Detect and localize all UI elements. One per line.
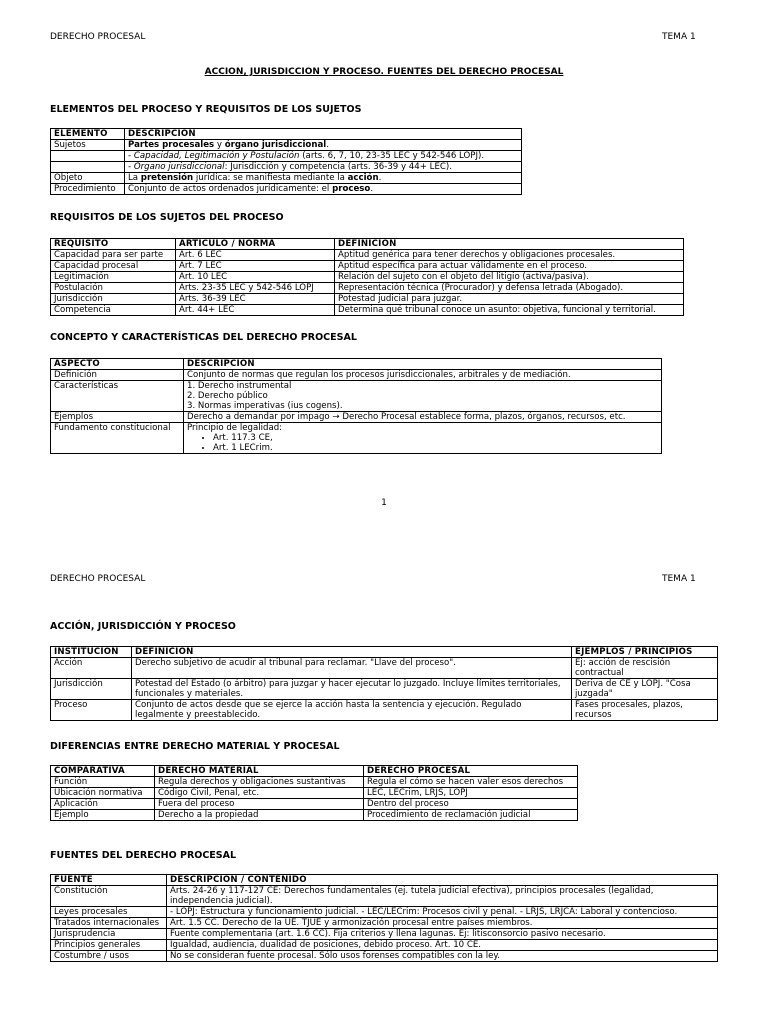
table-row: Jurisprudencia Fuente complementaria (art. 1.6 CC). Fija criterios y llena lagunas. Ej: litisconsorcio pasivo necesario.	[51, 929, 718, 940]
row-label: Procedimiento	[51, 184, 125, 195]
table-row: Leyes procesales - LOPJ: Estructura y funcionamiento judicial. - LEC/LECrim: Procesos civil y penal. - LRJS, LRJCA: Laboral y contencioso.	[51, 907, 718, 918]
column-header: ARTÍCULO / NORMA	[176, 239, 335, 250]
table-row: Postulación Arts. 23-35 LEC y 542-546 LOPJ Representación técnica (Procurador) y defensa letrada (Abogado).	[51, 283, 684, 294]
column-header: ASPECTO	[51, 359, 184, 370]
column-header: DEFINICIÓN	[132, 647, 572, 658]
section-title-fuentes: FUENTES DEL DERECHO PROCESAL	[50, 850, 237, 861]
page-header-left: DERECHO PROCESAL	[50, 32, 146, 42]
diferencias-table	[50, 765, 578, 821]
column-header: DERECHO MATERIAL	[155, 766, 364, 777]
table-header-row	[51, 875, 718, 886]
column-header: DESCRIPCIÓN / CONTENIDO	[167, 875, 718, 886]
row-label: Objeto	[51, 173, 125, 184]
concepto-table	[50, 358, 662, 454]
column-header: DESCRIPCIÓN	[184, 359, 662, 370]
table-row	[51, 162, 522, 173]
row-description: La pretensión jurídica: se manifiesta mediante la acción.	[125, 173, 522, 184]
table-header-row	[51, 129, 522, 140]
fuentes-table	[50, 874, 718, 962]
table-row: Ejemplo Derecho a la propiedad Procedimiento de reclamación judicial	[51, 810, 578, 821]
row-description: - Capacidad, Legitimación y Postulación (arts. 6, 7, 10, 23-35 LEC y 542-546 LOPJ).	[125, 151, 522, 162]
table-row: Competencia Art. 44+ LEC Determina qué tribunal conoce un asunto: objetiva, funcional y territorial.	[51, 305, 684, 316]
table-header-row	[51, 766, 578, 777]
table-row: Jurisdicción Potestad del Estado (o árbitro) para juzgar y hacer ejecutar lo juzgado. Incluye límites territoriales, funcionales y materiales. Deriva de CE y LOPJ. "Cosa juzgada"	[51, 679, 718, 700]
section-title-concepto: CONCEPTO Y CARACTERÍSTICAS DEL DERECHO PROCESAL	[50, 332, 357, 343]
column-header: INSTITUCIÓN	[51, 647, 132, 658]
section-title-diferencias: DIFERENCIAS ENTRE DERECHO MATERIAL Y PROCESAL	[50, 741, 340, 752]
row-description: Partes procesales y órgano jurisdiccional.	[125, 140, 522, 151]
table-row: Acción Derecho subjetivo de acudir al tribunal para reclamar. "Llave del proceso". Ej: acción de rescisión contractual	[51, 658, 718, 679]
table-row: Proceso Conjunto de actos desde que se ejerce la acción hasta la sentencia y ejecución. Regulado legalmente y preestablecido. Fases procesales, plazos, recursos	[51, 700, 718, 721]
list-item: • Art. 117.3 CE,	[213, 433, 658, 443]
section-title-accion: ACCIÓN, JURISDICCIÓN Y PROCESO	[50, 621, 236, 632]
table-row: Función Regula derechos y obligaciones sustantivas Regula el cómo se hacen valer esos derechos	[51, 777, 578, 788]
table-row: Definición Conjunto de normas que regulan los procesos jurisdiccionales, arbitrales y de mediación.	[51, 370, 662, 381]
list-item: 3. Normas imperativas (ius cogens).	[187, 401, 343, 411]
column-header: DERECHO PROCESAL	[364, 766, 578, 777]
table-row: Aplicación Fuera del proceso Dentro del proceso	[51, 799, 578, 810]
column-header: DEFINICIÓN	[335, 239, 684, 250]
elementos-table	[50, 128, 522, 195]
document-title: ACCION, JURISDICCION Y PROCESO. FUENTES DEL DERECHO PROCESAL	[204, 67, 564, 77]
list-item: 1. Derecho instrumental	[187, 381, 292, 391]
table-header-row	[51, 359, 662, 370]
row-label: Sujetos	[51, 140, 125, 151]
table-row	[51, 140, 522, 151]
page-header-left: DERECHO PROCESAL	[50, 574, 146, 584]
page-header-right: TEMA 1	[662, 574, 696, 584]
bullet-list	[187, 433, 658, 453]
table-row: Costumbre / usos No se consideran fuente procesal. Sólo usos forenses compatibles con la ley.	[51, 951, 718, 962]
table-row: Ejemplos Derecho a demandar por impago → Derecho Procesal establece forma, plazos, órganos, recursos, etc.	[51, 412, 662, 423]
column-header: REQUISITO	[51, 239, 176, 250]
table-header-row	[51, 647, 718, 658]
table-row: Ubicación normativa Código Civil, Penal, etc. LEC, LECrim, LRJS, LOPJ	[51, 788, 578, 799]
page-number: 1	[381, 498, 387, 508]
column-header: EJEMPLOS / PRINCIPIOS	[572, 647, 718, 658]
requisitos-table	[50, 238, 684, 316]
table-row: Características 1. Derecho instrumental 2. Derecho público 3. Normas imperativas (ius cogens).	[51, 381, 662, 412]
column-header: ELEMENTO	[51, 129, 125, 140]
row-description: Conjunto de actos ordenados jurídicamente: el proceso.	[125, 184, 522, 195]
section-title-elementos: ELEMENTOS DEL PROCESO Y REQUISITOS DE LOS SUJETOS	[50, 104, 362, 115]
table-row: Legitimación Art. 10 LEC Relación del sujeto con el objeto del litigio (activa/pasiva).	[51, 272, 684, 283]
list-item: • Art. 1 LECrim.	[213, 443, 658, 453]
table-row: Fundamento constitucional Principio de legalidad: • Art. 117.3 CE, • Art. 1 LECrim.	[51, 423, 662, 454]
column-header: COMPARATIVA	[51, 766, 155, 777]
table-row	[51, 151, 522, 162]
row-description: - Órgano jurisdiccional: Jurisdicción y competencia (arts. 36-39 y 44+ LEC).	[125, 162, 522, 173]
table-row: Jurisdicción Arts. 36-39 LEC Potestad judicial para juzgar.	[51, 294, 684, 305]
table-row: Constitución Arts. 24-26 y 117-127 CE: Derechos fundamentales (ej. tutela judicial efectiva), principios procesales (legalidad, independencia judicial).	[51, 886, 718, 907]
table-row: Tratados internacionales Art. 1.5 CC. Derecho de la UE. TJUE y armonización procesal entre países miembros.	[51, 918, 718, 929]
table-row: Capacidad procesal Art. 7 LEC Aptitud específica para actuar válidamente en el proceso.	[51, 261, 684, 272]
column-header: FUENTE	[51, 875, 167, 886]
list-item: 2. Derecho público	[187, 391, 268, 401]
table-row: Capacidad para ser parte Art. 6 LEC Aptitud genérica para tener derechos y obligaciones procesales.	[51, 250, 684, 261]
accion-table	[50, 646, 718, 721]
table-header-row	[51, 239, 684, 250]
table-row	[51, 184, 522, 195]
column-header: DESCRIPCIÓN	[125, 129, 522, 140]
table-row	[51, 173, 522, 184]
page-header-right: TEMA 1	[662, 32, 696, 42]
section-title-requisitos: REQUISITOS DE LOS SUJETOS DEL PROCESO	[50, 212, 284, 223]
table-row: Principios generales Igualdad, audiencia, dualidad de posiciones, debido proceso. Art. 10 CE.	[51, 940, 718, 951]
